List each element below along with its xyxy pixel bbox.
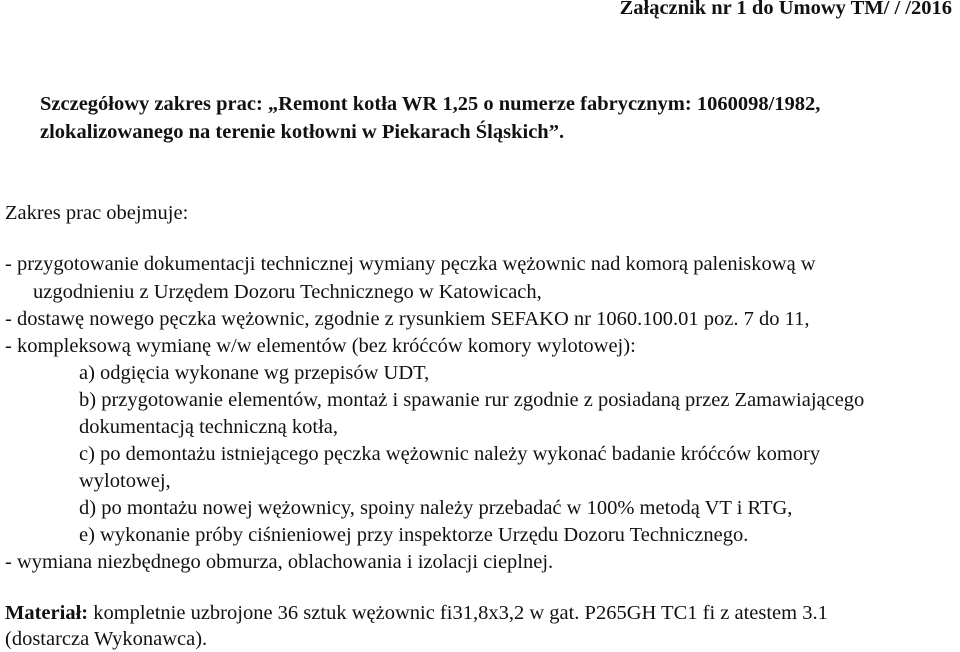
sub-item-a: a) odgięcia wykonane wg przepisów UDT, [79,362,430,384]
title-line-2: zlokalizowanego na terenie kotłowni w Piekarach Śląskich”. [40,121,565,143]
scope-item-line: uzgodnieniu z Urzędem Dozoru Technicznego w Katowicach, [33,281,542,303]
sub-item-line: b) przygotowanie elementów, montaż i spawanie rur zgodnie z posiadaną przez Zamawiającego [79,389,865,411]
scope-item-line: - przygotowanie dokumentacji technicznej wymiany pęczka wężownic nad komorą paleniskową w [5,253,816,275]
annex-reference: Załącznik nr 1 do Umowy TM/ / /2016 [619,0,952,19]
material-line-2: (dostarcza Wykonawca). [5,628,208,650]
sub-item-line: wylotowej, [79,470,171,492]
sub-item-line: dokumentacją techniczną kotła, [79,416,338,438]
scope-item-delivery: - dostawę nowego pęczka wężownic, zgodnie z rysunkiem SEFAKO nr 1060.100.01 poz. 7 do 11, [5,308,810,330]
material-label: Materiał: [5,602,89,624]
title-line-1: Szczegółowy zakres prac: „Remont kotła WR 1,25 o numerze fabrycznym: 1060098/1982, [40,93,821,115]
sub-item-line: c) po demontażu istniejącego pęczka wężownic należy wykonać badanie króćców komory [79,443,821,465]
sub-item-e: e) wykonanie próby ciśnieniowej przy inspektorze Urzędu Dozoru Technicznego. [79,524,749,546]
sub-item-d: d) po montażu nowej wężownicy, spoiny należy przebadać w 100% metodą VT i RTG, [79,497,793,519]
material-text: kompletnie uzbrojone 36 sztuk wężownic fi31,8x3,2 w gat. P265GH TC1 fi z atestem 3.1 [88,602,828,624]
scope-item-insulation: - wymiana niezbędnego obmurza, oblachowania i izolacji cieplnej. [5,551,554,573]
material-line-1 [5,600,828,626]
scope-heading: Zakres prac obejmuje: [5,202,189,224]
scope-item-replacement: - kompleksową wymianę w/w elementów (bez króćców komory wylotowej): [5,335,636,357]
